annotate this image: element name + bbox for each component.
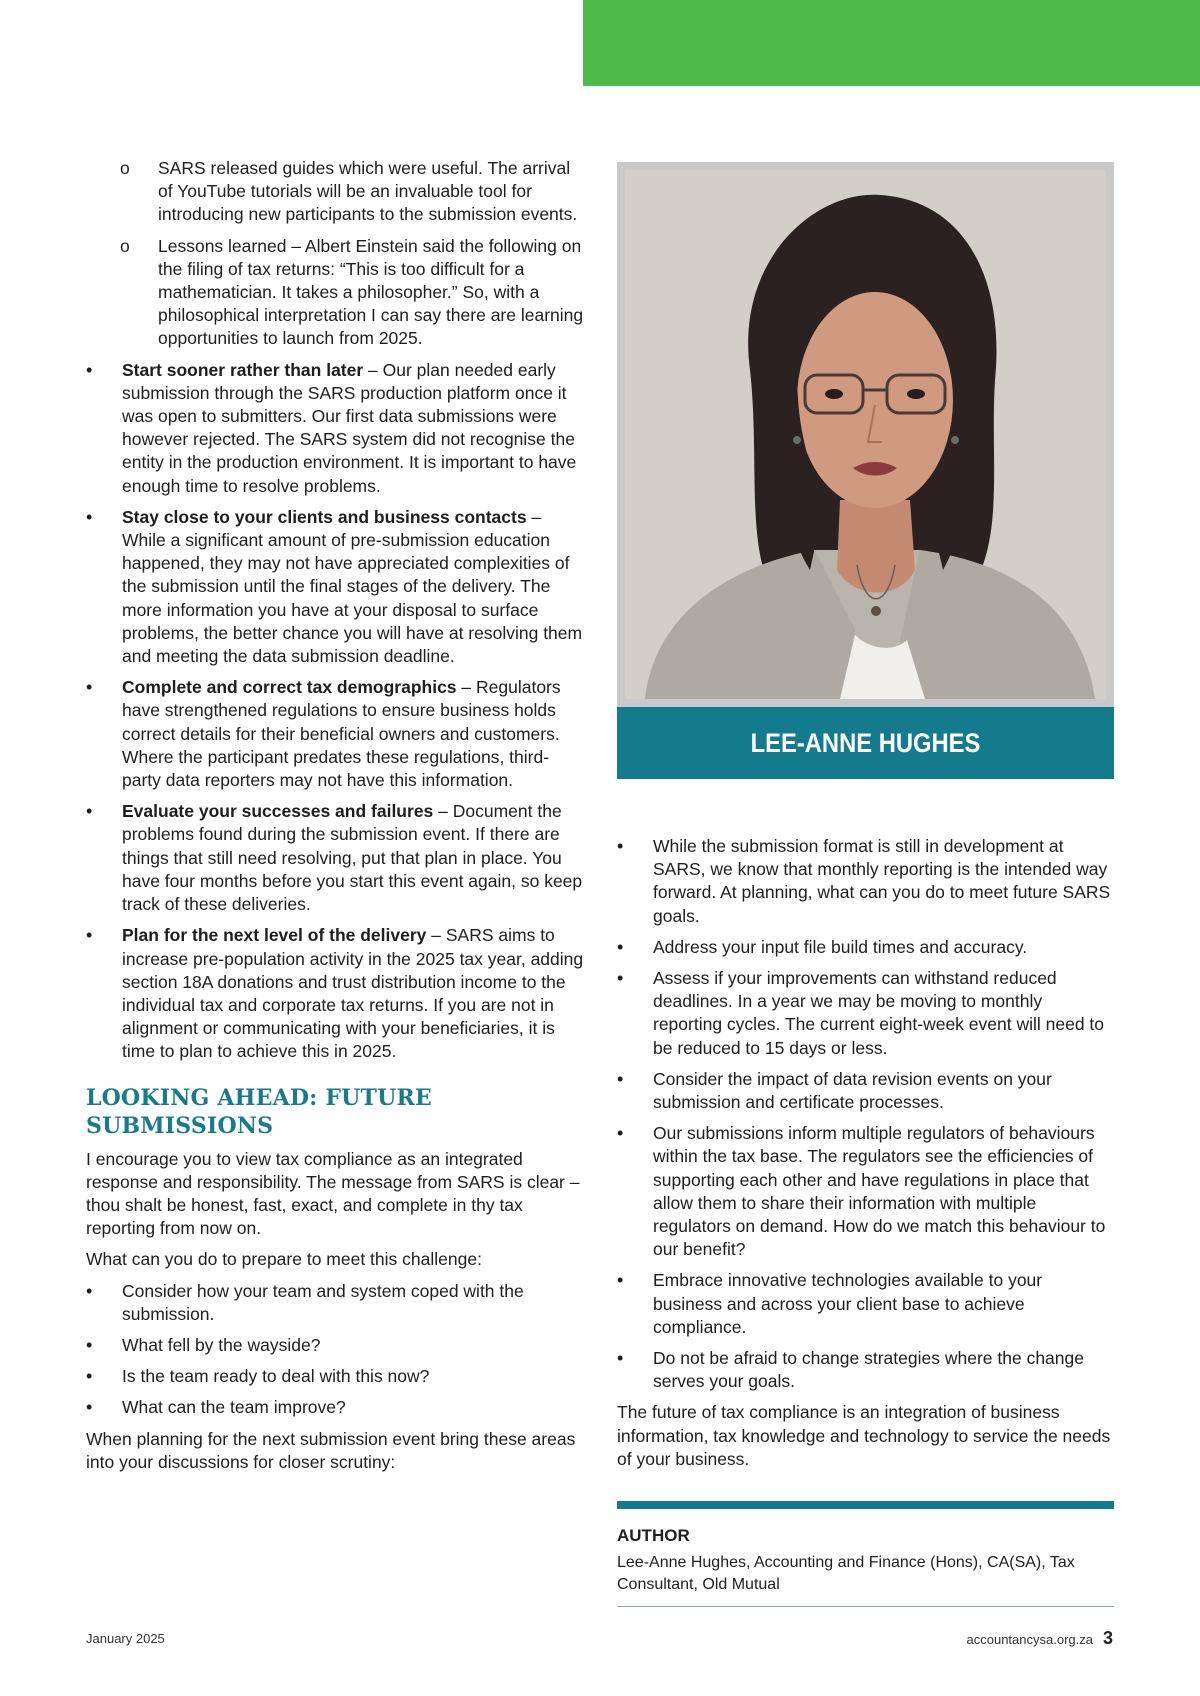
list-item-text: Lessons learned – Albert Einstein said the following on the filing of tax returns: “This is too difficult for a mathematician. It takes a philosopher.” So, with a philosophical interpretation I can say there are learning opportunities to launch from 2025. <box>158 235 584 349</box>
list-item-text: – SARS aims to increase pre-population activity in the 2025 tax year, adding section 18A donations and trust distribution income to the individual tax and corporate tax returns. If you are not in alignment or communicating with your beneficiaries, it is time to plan to achieve this in 2025. <box>122 925 584 1062</box>
list-item-title: Stay close to your clients and business contacts <box>122 506 527 527</box>
list-item <box>86 1280 586 1326</box>
bullet-marker: • <box>86 1334 93 1355</box>
list-item-text: While the submission format is still in development at SARS, we know that monthly reporting is the intended way forward. At planning, what can you do to meet future SARS goals. <box>653 836 1111 926</box>
footer-right <box>967 1628 1113 1649</box>
profile-photo-frame <box>617 162 1114 707</box>
list-item <box>617 1122 1114 1261</box>
list-item-text: Consider the impact of data revision events on your submission and certificate processes. <box>653 1068 1052 1113</box>
author-heading: AUTHOR <box>617 1526 690 1546</box>
list-item-text: Embrace innovative technologies available to your business and across your client base to achieve compliance. <box>653 1270 1043 1337</box>
list-item <box>86 235 586 351</box>
bullet-marker: • <box>617 1348 624 1369</box>
right-column <box>617 162 1114 1607</box>
section-heading: LOOKING AHEAD: FUTURE SUBMISSIONS <box>86 1084 432 1139</box>
prep-bullet-list <box>86 1280 586 1420</box>
list-item-text: Address your input file build times and accuracy. <box>653 936 1028 957</box>
list-item <box>86 1365 586 1388</box>
considerations-section <box>617 835 1114 1471</box>
author-divider <box>617 1501 1114 1509</box>
closing-paragraph: The future of tax compliance is an integration of business information, tax knowledge and technology to service the needs of your business. <box>617 1402 1111 1469</box>
header-accent-bar <box>583 0 1200 86</box>
bullet-marker: • <box>86 677 93 698</box>
sub-bullet-marker: o <box>120 235 130 256</box>
list-item-text: – Our plan needed early submission through the SARS production platform once it was open to submitters. Our first data submissions were however rejected. The SARS system did not recognise the entity in the production environment. It is important to have enough time to resolve problems. <box>122 359 577 496</box>
list-item <box>617 967 1114 1060</box>
list-item <box>617 936 1114 959</box>
profile-photo <box>625 170 1106 699</box>
list-item-text: – Document the problems found during the submission event. If there are things that still need resolving, put that plan in place. You have four months before you start this event again, so keep track of these deliveries. <box>122 801 583 915</box>
list-item <box>617 1068 1114 1114</box>
list-item-text: – Regulators have strengthened regulations to ensure business holds correct details for their beneficial owners and customers. Where the participant predates these regulations, third-party data reporters may not have this information. <box>122 677 561 791</box>
list-item-title: Start sooner rather than later <box>122 359 364 380</box>
list-item <box>86 1396 586 1419</box>
bullet-marker: • <box>86 359 93 380</box>
list-item <box>617 1347 1114 1393</box>
sub-bullet-marker: o <box>120 158 130 178</box>
bullet-marker: • <box>86 1366 93 1387</box>
list-item-text: Consider how your team and system coped with the submission. <box>122 1280 524 1324</box>
bullet-marker: • <box>617 1270 624 1291</box>
bullet-marker: • <box>86 506 93 527</box>
footer-site-link[interactable]: accountancysa.org.za <box>966 1632 1093 1647</box>
list-item-text: – While a significant amount of pre-submission education happened, they may not have appreciated complexities of the submission until the final stages of the delivery. The more information you have at your disposal to surface problems, the better chance you will have at resolving them and meeting the data submission deadline. <box>122 506 583 667</box>
bullet-marker: • <box>86 801 93 822</box>
list-item <box>86 1334 586 1357</box>
bullet-marker: • <box>617 1123 624 1144</box>
list-item-text: What can the team improve? <box>122 1397 346 1418</box>
left-column <box>86 157 586 1482</box>
list-item-title: Plan for the next level of the delivery <box>122 925 427 946</box>
paragraph: I encourage you to view tax compliance as an integrated response and responsibility. The message from SARS is clear – thou shalt be honest, fast, exact, and complete in thy tax reporting from now on. <box>86 1148 580 1239</box>
author-bio: Lee-Anne Hughes, Accounting and Finance (Hons), CA(SA), Tax Consultant, Old Mutual <box>617 1554 1075 1594</box>
list-item-text: What fell by the wayside? <box>122 1334 321 1355</box>
profile-name-bar <box>617 707 1114 779</box>
bullet-marker: • <box>617 836 624 856</box>
list-item-title: Complete and correct tax demographics <box>122 677 457 698</box>
paragraph: When planning for the next submission event bring these areas into your discussions for closer scrutiny: <box>86 1428 576 1472</box>
footer-date: January 2025 <box>86 1631 165 1646</box>
sub-bullet-list <box>86 157 586 351</box>
list-item <box>86 506 586 668</box>
list-item-text: Assess if your improvements can withstand reduced deadlines. In a year we may be moving to monthly reporting cycles. The current eight-week event will need to be reduced to 15 days or less. <box>653 968 1105 1058</box>
list-item-text: SARS released guides which were useful. The arrival of YouTube tutorials will be an invaluable tool for introducing new participants to the submission events. <box>158 158 578 225</box>
list-item <box>86 676 586 792</box>
bullet-marker: • <box>617 936 624 957</box>
bullet-marker: • <box>617 968 624 989</box>
list-item-text: Do not be afraid to change strategies where the change serves your goals. <box>653 1348 1084 1392</box>
bullet-marker: • <box>86 1280 93 1301</box>
list-item <box>617 1269 1114 1339</box>
bullet-marker: • <box>86 1397 93 1418</box>
main-bullet-list <box>86 359 586 1064</box>
list-item-text: Our submissions inform multiple regulators of behaviours within the tax base. The regulators see the efficiencies of supporting each other and have regulations in place that allow them to share their information with multiple regulators on demand. How do we match this behaviour to our benefit? <box>653 1123 1106 1260</box>
author-bottom-rule <box>617 1606 1114 1607</box>
bullet-marker: • <box>617 1068 624 1089</box>
list-item <box>86 924 586 1063</box>
paragraph: What can you do to prepare to meet this challenge: <box>86 1249 482 1270</box>
list-item <box>86 157 586 227</box>
bullet-marker: • <box>86 925 93 946</box>
list-item <box>86 359 586 498</box>
profile-name: LEE-ANNE HUGHES <box>647 707 1084 779</box>
portrait-illustration <box>625 170 1106 699</box>
list-item-title: Evaluate your successes and failures <box>122 801 434 822</box>
list-item <box>617 835 1114 928</box>
page-number: 3 <box>1102 1628 1113 1648</box>
considerations-list <box>617 835 1114 1393</box>
list-item-text: Is the team ready to deal with this now? <box>122 1366 430 1387</box>
list-item <box>86 800 586 916</box>
